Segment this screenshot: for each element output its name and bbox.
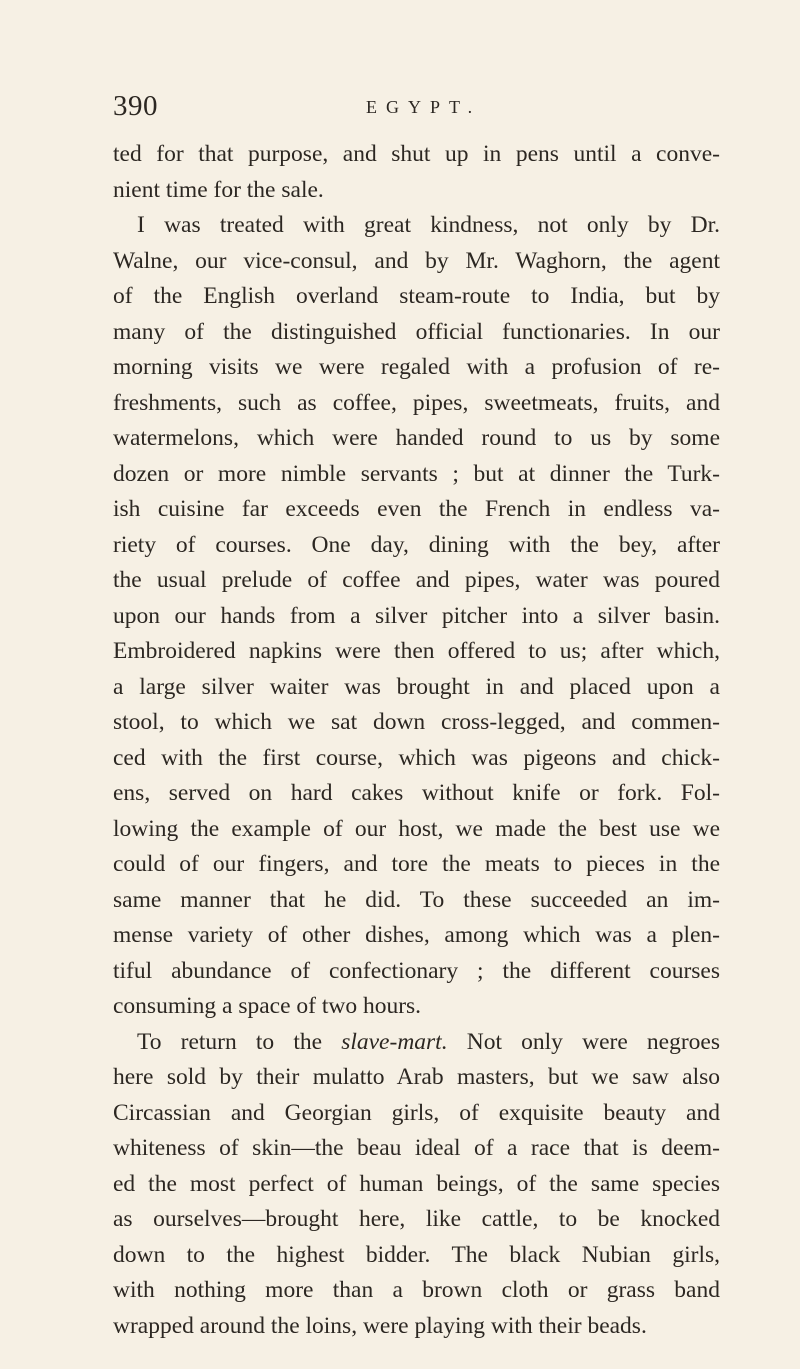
text-line: riety of courses. One day, dining with the bey, after	[113, 531, 720, 558]
text-line: Circassian and Georgian girls, of exquisite beauty and	[113, 1099, 720, 1126]
text-line: many of the distinguished official functionaries. In our	[113, 318, 720, 345]
page-header	[113, 90, 720, 130]
text-segment: To return to the	[137, 1028, 342, 1055]
text-line: tiful abundance of confectionary ; the different courses	[113, 957, 720, 984]
text-line: watermelons, which were handed round to us by some	[113, 425, 720, 451]
text-line: ed the most perfect of human beings, of the same species	[113, 1170, 720, 1197]
text-line: Embroidered napkins were then offered to us; after which,	[113, 638, 720, 664]
text-line: the usual prelude of coffee and pipes, water was poured	[113, 567, 720, 593]
text-line: stool, to which we sat down cross-legged, and commen-	[113, 709, 720, 735]
text-line: nient time for the sale.	[113, 176, 324, 203]
text-line: morning visits we were regaled with a profusion of re-	[113, 354, 720, 380]
text-line-slave-mart	[113, 1025, 720, 1061]
running-head: EGYPT.	[366, 97, 482, 117]
text-line: as ourselves—brought here, like cattle, to be knocked	[113, 1206, 720, 1232]
text-line: same manner that he did. To these succeeded an im-	[113, 886, 720, 913]
text-line: ens, served on hard cakes without knife or fork. Fol-	[113, 780, 720, 806]
text-line: with nothing more than a brown cloth or grass band	[113, 1277, 720, 1303]
text-segment: Not only were negroes	[447, 1028, 720, 1055]
text-line: Walne, our vice-consul, and by Mr. Waghorn, the agent	[113, 247, 720, 274]
text-line: consuming a space of two hours.	[113, 993, 422, 1019]
text-line: mense variety of other dishes, among which was a plen-	[113, 922, 720, 948]
text-line: wrapped around the loins, were playing with their beads.	[113, 1312, 647, 1339]
text-line: here sold by their mulatto Arab masters, but we saw also	[113, 1064, 720, 1090]
text-line: lowing the example of our host, we made the best use we	[113, 815, 720, 842]
text-line: ish cuisine far exceeds even the French in endless va-	[113, 496, 720, 522]
text-line: freshments, such as coffee, pipes, sweetmeats, fruits, and	[113, 389, 720, 416]
text-line: whiteness of skin—the beau ideal of a race that is deem-	[113, 1135, 720, 1161]
page-number: 390	[113, 90, 158, 122]
body-text	[113, 137, 720, 1344]
text-line: I was treated with great kindness, not only by Dr.	[137, 212, 720, 238]
text-line: could of our fingers, and tore the meats to pieces in the	[113, 851, 720, 877]
italic-term: slave-mart.	[341, 1028, 448, 1055]
text-line: dozen or more nimble servants ; but at dinner the Turk-	[113, 460, 720, 487]
text-line: ted for that purpose, and shut up in pens until a conve-	[113, 141, 720, 167]
text-line: ced with the first course, which was pigeons and chick-	[113, 744, 720, 771]
text-line: a large silver waiter was brought in and placed upon a	[113, 673, 720, 700]
text-line: upon our hands from a silver pitcher into a silver basin.	[113, 602, 720, 629]
text-line: of the English overland steam-route to India, but by	[113, 283, 720, 309]
text-line: down to the highest bidder. The black Nubian girls,	[113, 1241, 720, 1268]
